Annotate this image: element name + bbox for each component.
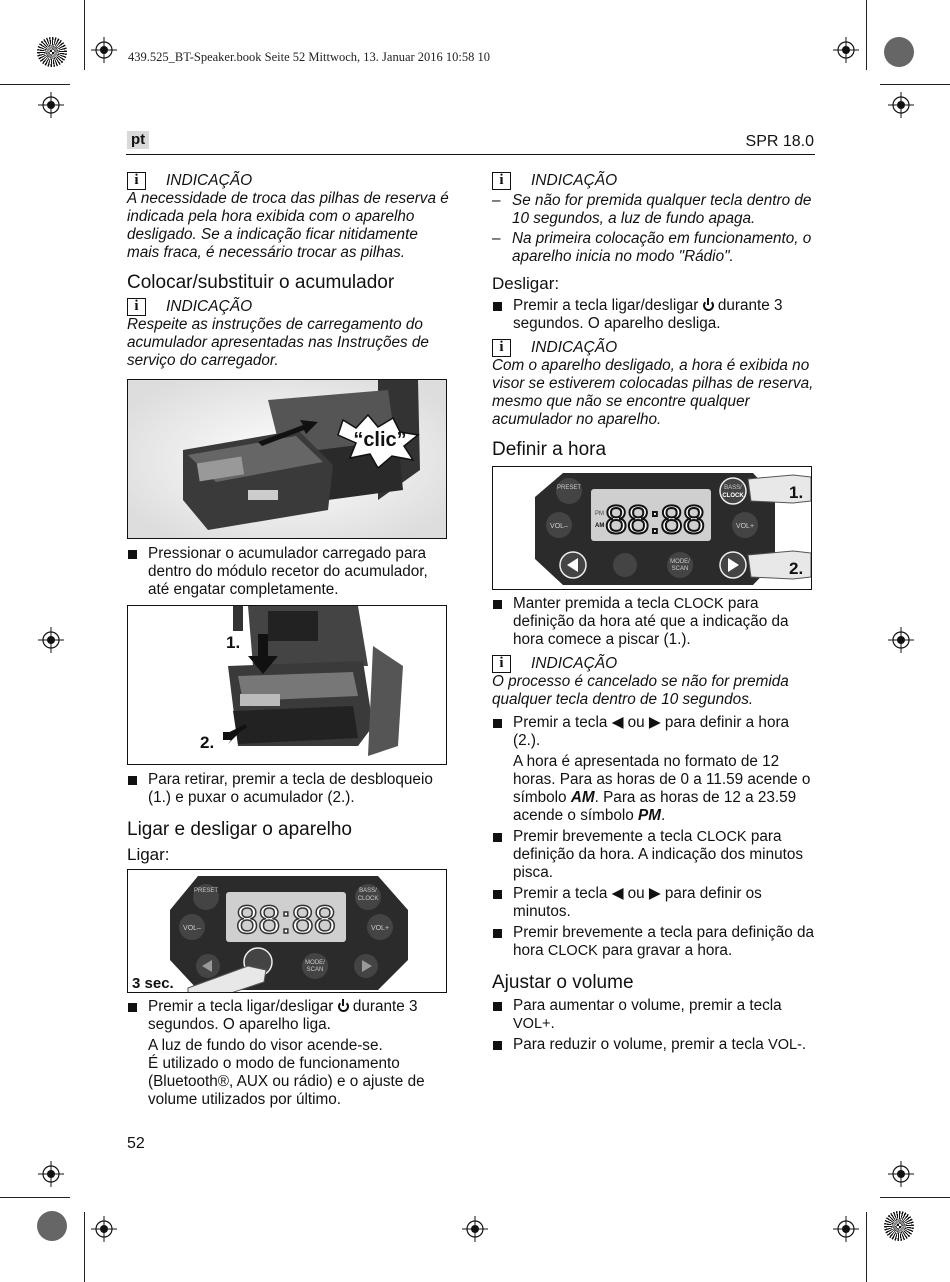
step-1-label: 1. [789, 483, 804, 502]
note-text: O processo é cancelado se não for premida qualquer tecla dentro de 10 segundos. [492, 673, 789, 708]
language-tag: pt [127, 131, 149, 149]
clock-key-label: CLOCK [547, 943, 598, 959]
bullet-time-5 [492, 924, 814, 960]
registration-mark [888, 92, 914, 118]
note-title: INDICAÇÃO [531, 655, 618, 672]
bullet-power-off [492, 297, 814, 333]
power-on-extra-1: A luz de fundo do visor acende-se. [148, 1037, 383, 1054]
registration-mark [888, 627, 914, 653]
page-number: 52 [127, 1135, 145, 1152]
bullet-text: Para aumentar o volume, premir a tecla [513, 997, 782, 1014]
vol-down-key-label: VOL- [768, 1037, 802, 1053]
body-text: . Para as horas de 12 a 23.59 acende o símbolo [513, 789, 797, 824]
scan-label: SCAN [671, 566, 689, 572]
bullet-time-3 [492, 828, 814, 882]
body-text: A hora é apresentada no formato de 12 horas. Para as horas de 0 a 11.59 acende o símbolo [513, 753, 811, 806]
am-indicator: AM [595, 523, 605, 529]
power-on-extra-2: É utilizado o modo de funcionamento (Bluetooth®, AUX ou rádio) e o ajuste de volume utilizados por último. [148, 1055, 425, 1108]
bullet-text: Premir brevemente a tecla [513, 828, 693, 845]
left-column [127, 170, 449, 1109]
step-2-label: 2. [200, 733, 215, 752]
pm-indicator: PM [595, 511, 604, 517]
note-title: INDICAÇÃO [531, 172, 618, 189]
bullet-insert: Pressionar o acumulador carregado para dentro do módulo recetor do acumulador, até engatar completamente. [127, 545, 449, 599]
bullet-power-on [127, 998, 449, 1034]
power-on-figure [127, 869, 447, 993]
note-text: A necessidade de troca das pilhas de reserva é indicada pela hora exibida com o aparelho desligado. Se a indicação ficar nitidamente mais fraca, é necessário trocar as pilhas. [127, 190, 449, 261]
mode-label: MODE/ [670, 559, 690, 565]
bullet-text: para gravar a hora. [602, 942, 733, 959]
bullet-text: Manter premida a tecla [513, 595, 670, 612]
bullet-text: Para reduzir o volume, premir a tecla [513, 1036, 764, 1053]
heading-volume: Ajustar o volume [492, 972, 634, 993]
starburst-mark [884, 1211, 914, 1241]
clock-label: CLOCK [357, 896, 379, 902]
am-symbol: AM [570, 789, 595, 806]
vol-minus-label: VOL– [550, 523, 568, 530]
battery-remove-illustration [128, 606, 447, 765]
scan-label: SCAN [306, 967, 324, 973]
note-backlight [492, 172, 814, 266]
note-display-off [492, 339, 814, 429]
info-icon: i [492, 655, 511, 673]
heading-onoff: Ligar e desligar o aparelho [127, 819, 352, 840]
battery-remove-figure [127, 605, 447, 765]
body-text: . [660, 807, 666, 824]
gray-dot-mark [884, 37, 914, 67]
registration-mark [91, 1216, 117, 1242]
subheading-on: Ligar: [127, 845, 170, 864]
starburst-mark [37, 37, 67, 67]
bullet-vol-up: Para aumentar o volume, premir a tecla VOL+. [492, 997, 814, 1033]
info-icon: i [127, 298, 146, 316]
bullet-vol-down: Para reduzir o volume, premir a tecla VOL-. [492, 1036, 814, 1054]
clock-label: CLOCK [722, 493, 744, 499]
bullet-time-2: Premir a tecla ◀ ou ▶ para definir a hora (2.). [492, 714, 814, 750]
bullet-time-4: Premir a tecla ◀ ou ▶ para definir os minutos. [492, 885, 814, 921]
step-2-label: 2. [789, 559, 804, 578]
bullet-text: para definição da hora até que a indicação da hora comece a piscar (1.). [513, 595, 789, 648]
time-format-text [492, 753, 814, 825]
control-panel-illustration [128, 870, 447, 993]
note-dash-1: – Se não for premida qualquer tecla dentro de 10 segundos, a luz de fundo apaga. [492, 192, 814, 228]
clock-key-label: CLOCK [673, 596, 724, 612]
power-icon [703, 300, 714, 311]
note-cancel [492, 655, 814, 709]
heading-time: Definir a hora [492, 439, 607, 460]
note-backup-batteries [127, 172, 449, 262]
registration-mark [38, 1161, 64, 1187]
registration-mark [888, 1161, 914, 1187]
click-label: “clic” [353, 429, 407, 451]
info-icon: i [492, 339, 511, 357]
preset-label: PRESET [556, 485, 582, 491]
subheading-off: Desligar: [492, 274, 560, 293]
gray-dot-mark [37, 1211, 67, 1241]
bullet-text: durante 3 segundos. O aparelho liga. [148, 998, 418, 1033]
hold-duration-label: 3 sec. [132, 975, 174, 992]
bullet-text: Premir a tecla ligar/desligar [513, 297, 699, 314]
power-icon [338, 1001, 349, 1012]
step-1-label: 1. [226, 633, 241, 652]
bullet-time-1 [492, 595, 814, 649]
right-column [492, 170, 814, 1057]
vol-up-key-label: VOL+ [513, 1016, 551, 1032]
battery-insert-illustration [128, 380, 447, 539]
set-time-figure [492, 466, 812, 590]
note-title: INDICAÇÃO [531, 339, 618, 356]
info-icon: i [127, 172, 146, 190]
registration-mark [91, 37, 117, 63]
control-panel-illustration [493, 467, 812, 590]
bullet-remove: Para retirar, premir a tecla de desbloqueio (1.) e puxar o acumulador (2.). [127, 771, 449, 807]
preset-label: PRESET [193, 888, 219, 894]
book-file-info: 439.525_BT-Speaker.book Seite 52 Mittwoch, 13. Januar 2016 10:58 10 [128, 50, 491, 64]
note-dash-2: – Na primeira colocação em funcionamento, o aparelho inicia no modo "Rádio". [492, 230, 814, 266]
vol-plus-label: VOL+ [370, 925, 390, 932]
model-name: SPR 18.0 [745, 133, 814, 150]
pm-symbol: PM [638, 807, 661, 824]
registration-mark [833, 1216, 859, 1242]
bass-label: BASS/ [359, 888, 377, 894]
vol-minus-label: VOL– [183, 925, 201, 932]
bullet-text: durante 3 segundos. O aparelho desliga. [513, 297, 783, 332]
vol-plus-label: VOL+ [735, 523, 755, 530]
clock-key-label: CLOCK [696, 829, 747, 845]
battery-insert-figure [127, 379, 447, 539]
registration-mark [833, 37, 859, 63]
header-rule [126, 154, 815, 155]
note-text: Respeite as instruções de carregamento do acumulador apresentadas nas Instruções de serviço do carregador. [127, 316, 429, 369]
note-charging [127, 298, 449, 370]
bass-label: BASS/ [724, 485, 742, 491]
registration-mark [38, 627, 64, 653]
bullet-text: Premir brevemente a tecla para definição da hora [513, 924, 815, 959]
note-text: Com o aparelho desligado, a hora é exibida no visor se estiverem colocadas pilhas de reserva, mesmo que não se encontre qualquer acumulador no aparelho. [492, 357, 814, 428]
registration-mark [462, 1216, 488, 1242]
heading-battery: Colocar/substituir o acumulador [127, 272, 395, 293]
registration-mark [38, 92, 64, 118]
lcd-digits: 88:88 [235, 898, 337, 942]
bullet-text: para definição da hora. A indicação dos minutos pisca. [513, 828, 803, 881]
bullet-text: Premir a tecla ligar/desligar [148, 998, 334, 1015]
note-title: INDICAÇÃO [166, 298, 253, 315]
mode-label: MODE/ [305, 960, 325, 966]
info-icon: i [492, 172, 511, 190]
note-title: INDICAÇÃO [166, 172, 253, 189]
lcd-digits: 88:88 [604, 498, 706, 542]
